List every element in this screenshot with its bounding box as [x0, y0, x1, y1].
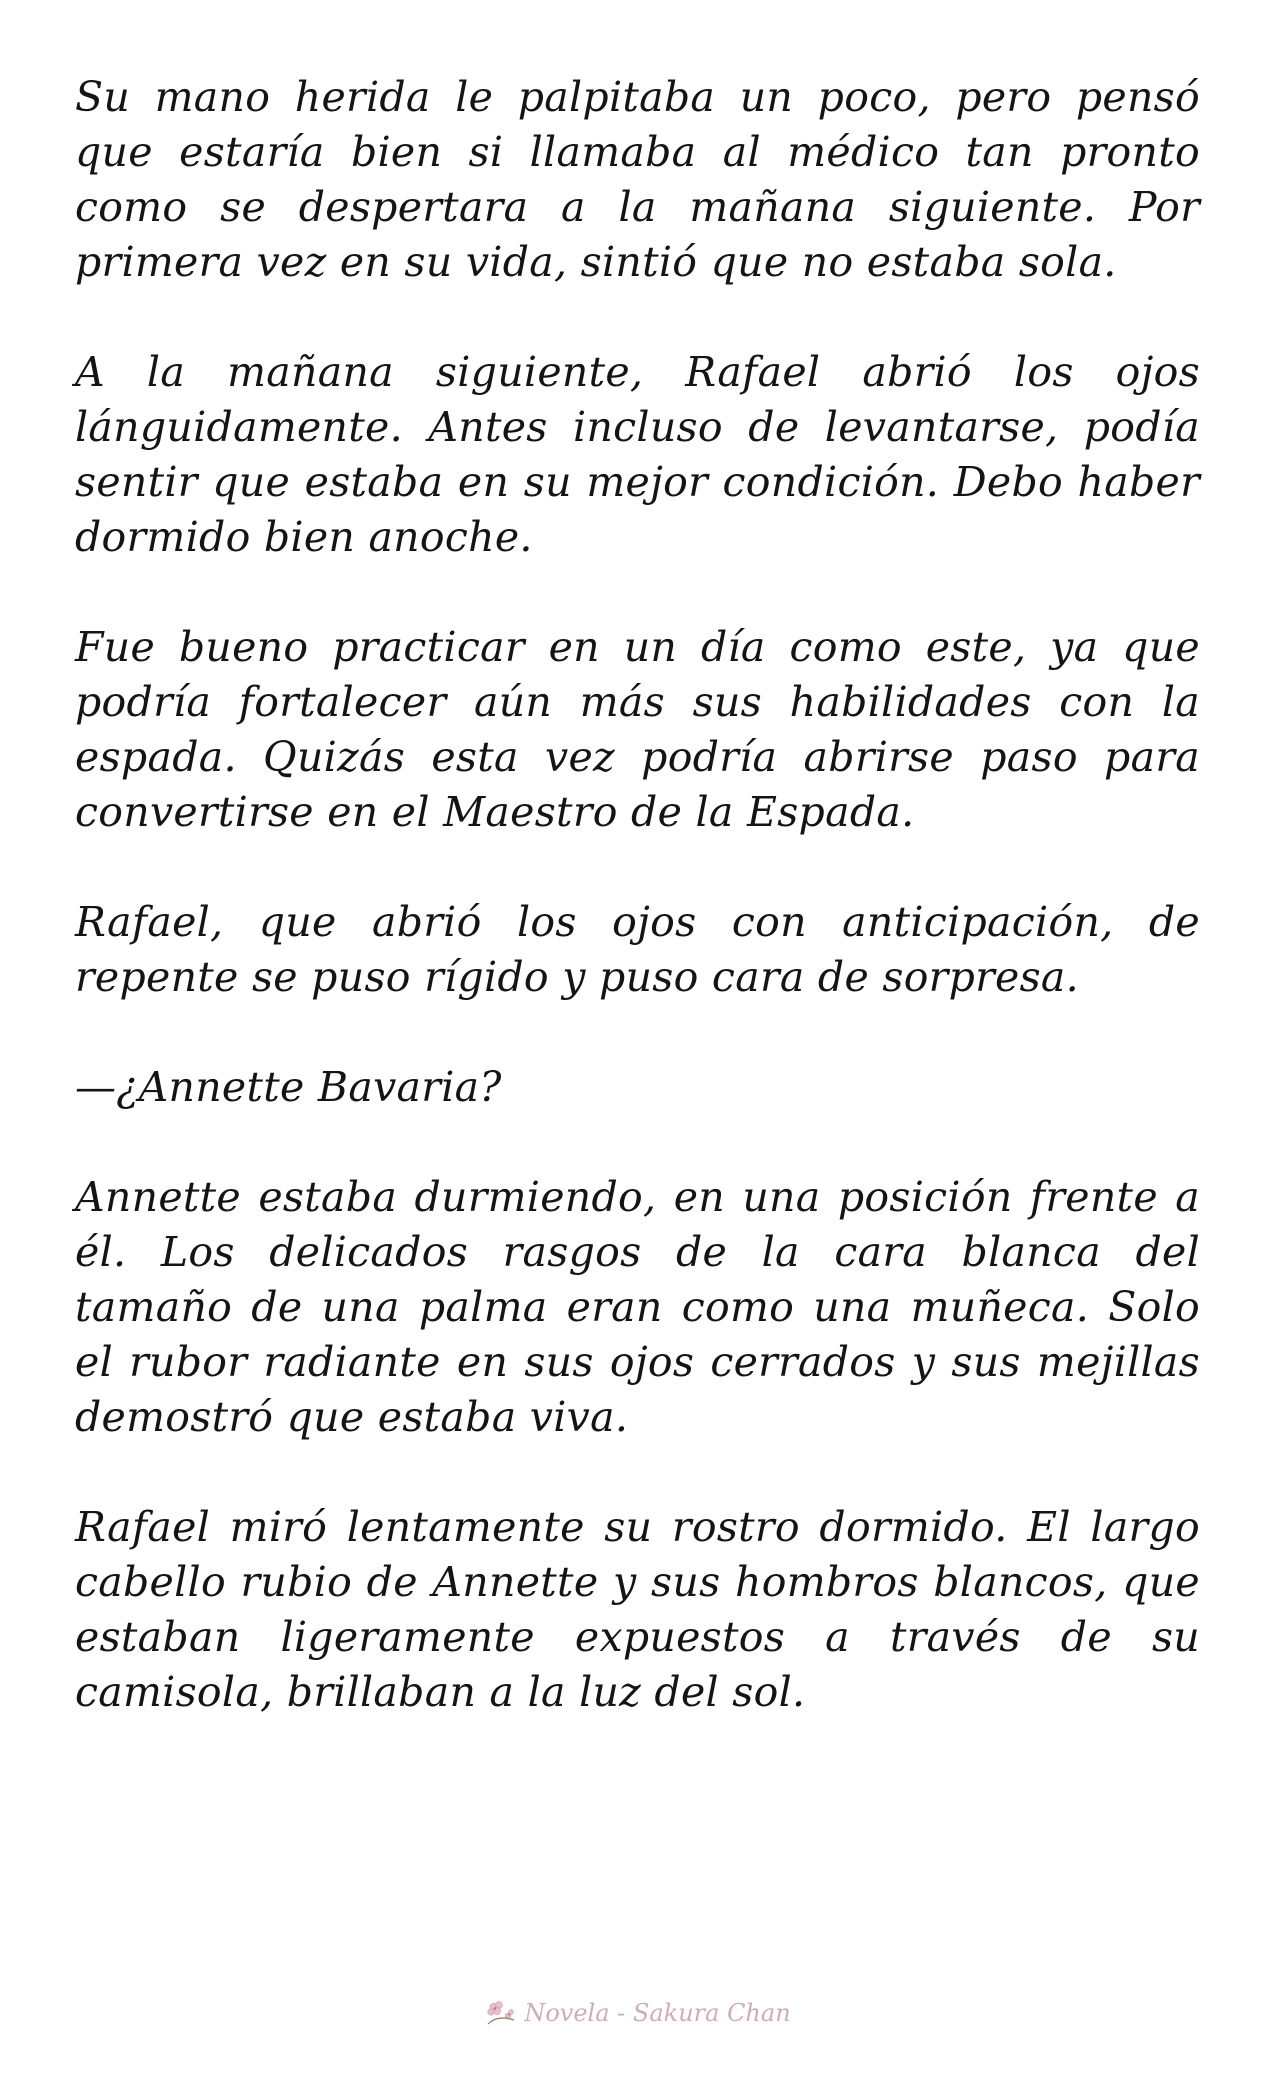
cherry-blossom-icon — [484, 1998, 518, 2028]
paragraph-3: Fue bueno practicar en un día como este, ya que podría fortalecer aún más sus habilidades con la espada. Quizás esta vez podría abrirse paso para convertirse en el Maestro de la Espada. — [75, 623, 1200, 836]
dialogue-line: —¿Annette Bavaria? — [75, 1063, 502, 1111]
paragraph-4: Rafael, que abrió los ojos con anticipación, de repente se puso rígido y puso cara de sorpresa. — [75, 898, 1200, 1001]
story-text — [75, 70, 1200, 1775]
watermark — [0, 1998, 1275, 2028]
watermark-text: Novela - Sakura Chan — [524, 1999, 791, 2027]
paragraph-2: A la mañana siguiente, Rafael abrió los ojos lánguidamente. Antes incluso de levantarse, podía sentir que estaba en su mejor condición. Debo haber dormido bien anoche. — [75, 348, 1200, 561]
paragraph-7: Rafael miró lentamente su rostro dormido. El largo cabello rubio de Annette y sus hombros blancos, que estaban ligeramente expuestos a través de su camisola, brillaban a la luz del sol. — [75, 1503, 1200, 1716]
paragraph-1: Su mano herida le palpitaba un poco, pero pensó que estaría bien si llamaba al médico tan pronto como se despertara a la mañana siguiente. Por primera vez en su vida, sintió que no estaba sola. — [75, 73, 1200, 286]
paragraph-6: Annette estaba durmiendo, en una posición frente a él. Los delicados rasgos de la cara blanca del tamaño de una palma eran como una muñeca. Solo el rubor radiante en sus ojos cerrados y sus mejillas demostró que estaba viva. — [75, 1173, 1200, 1441]
